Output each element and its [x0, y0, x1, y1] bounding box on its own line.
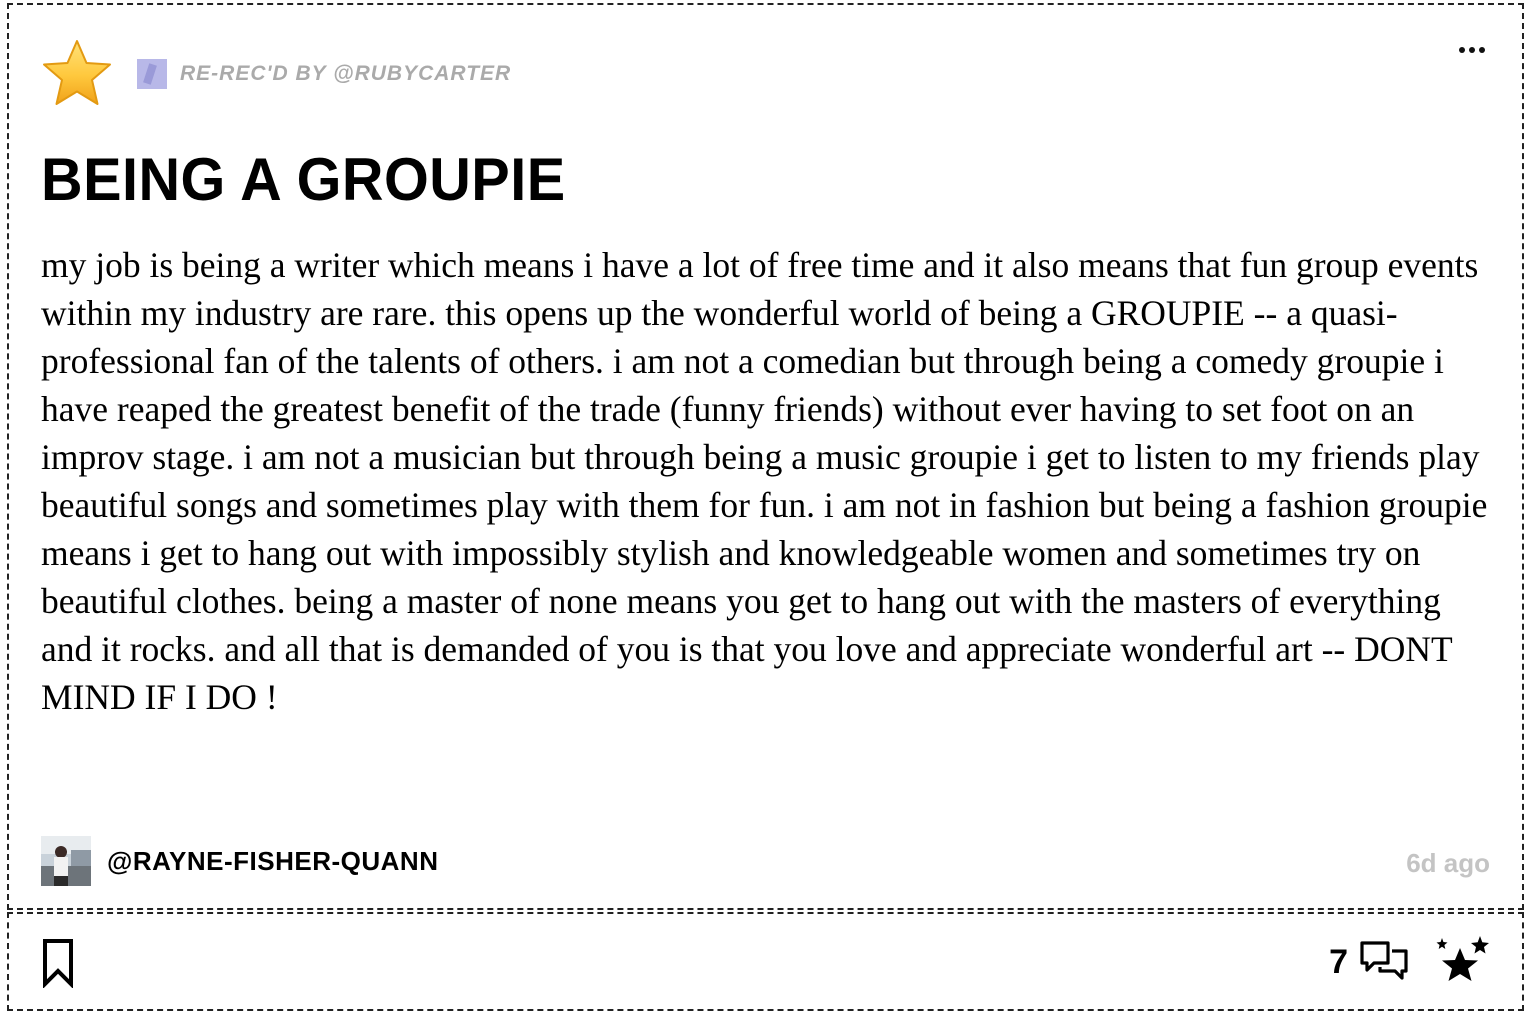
post-title: BEING A GROUPIE	[41, 146, 566, 213]
author-info[interactable]	[41, 836, 438, 886]
rerec-user-avatar[interactable]	[137, 59, 167, 89]
more-dots-icon	[1459, 47, 1465, 53]
comment-count[interactable]: 7	[1329, 942, 1348, 981]
more-dot	[1479, 47, 1485, 53]
more-options-button[interactable]	[1452, 35, 1492, 65]
post-timestamp: 6d ago	[1406, 848, 1490, 878]
author-name[interactable]: @RAYNE-FISHER-QUANN	[107, 845, 439, 876]
rerec-label[interactable]: RE-REC'D BY @RUBYCARTER	[180, 62, 512, 85]
author-avatar[interactable]	[41, 836, 91, 886]
post-body: my job is being a writer which means i have a lot of free time and it also means that fun group events within my industry are rare. this opens up the wonderful world of being a GROUPIE -- a quasi-professional fan of the talents of others. i am not a comedian but through being a comedy groupie i have reaped the greatest benefit of the trade (funny friends) without ever having to set foot on an improv stage. i am not a musician but through being a music groupie i get to listen to my friends play beautiful songs and sometimes play with them for fun. i am not in fashion but being a fashion groupie means i get to hang out with impossibly stylish and knowledgeable women and sometimes try on beautiful clothes. being a master of none means you get to hang out with the masters of everything and it rocks. and all that is demanded of you is that you love and appreciate wonderful art -- DONT MIND IF I DO !	[41, 245, 1488, 717]
rerec-attribution[interactable]	[137, 59, 511, 89]
post-actions-bar	[7, 912, 1524, 1011]
action-group	[1329, 934, 1490, 990]
more-dot	[1469, 47, 1475, 53]
star-icon	[39, 37, 115, 111]
sparkle-star-icon[interactable]	[1434, 934, 1490, 990]
comment-icon[interactable]	[1358, 937, 1410, 987]
bookmark-icon[interactable]	[41, 938, 75, 988]
post-card	[7, 3, 1524, 910]
